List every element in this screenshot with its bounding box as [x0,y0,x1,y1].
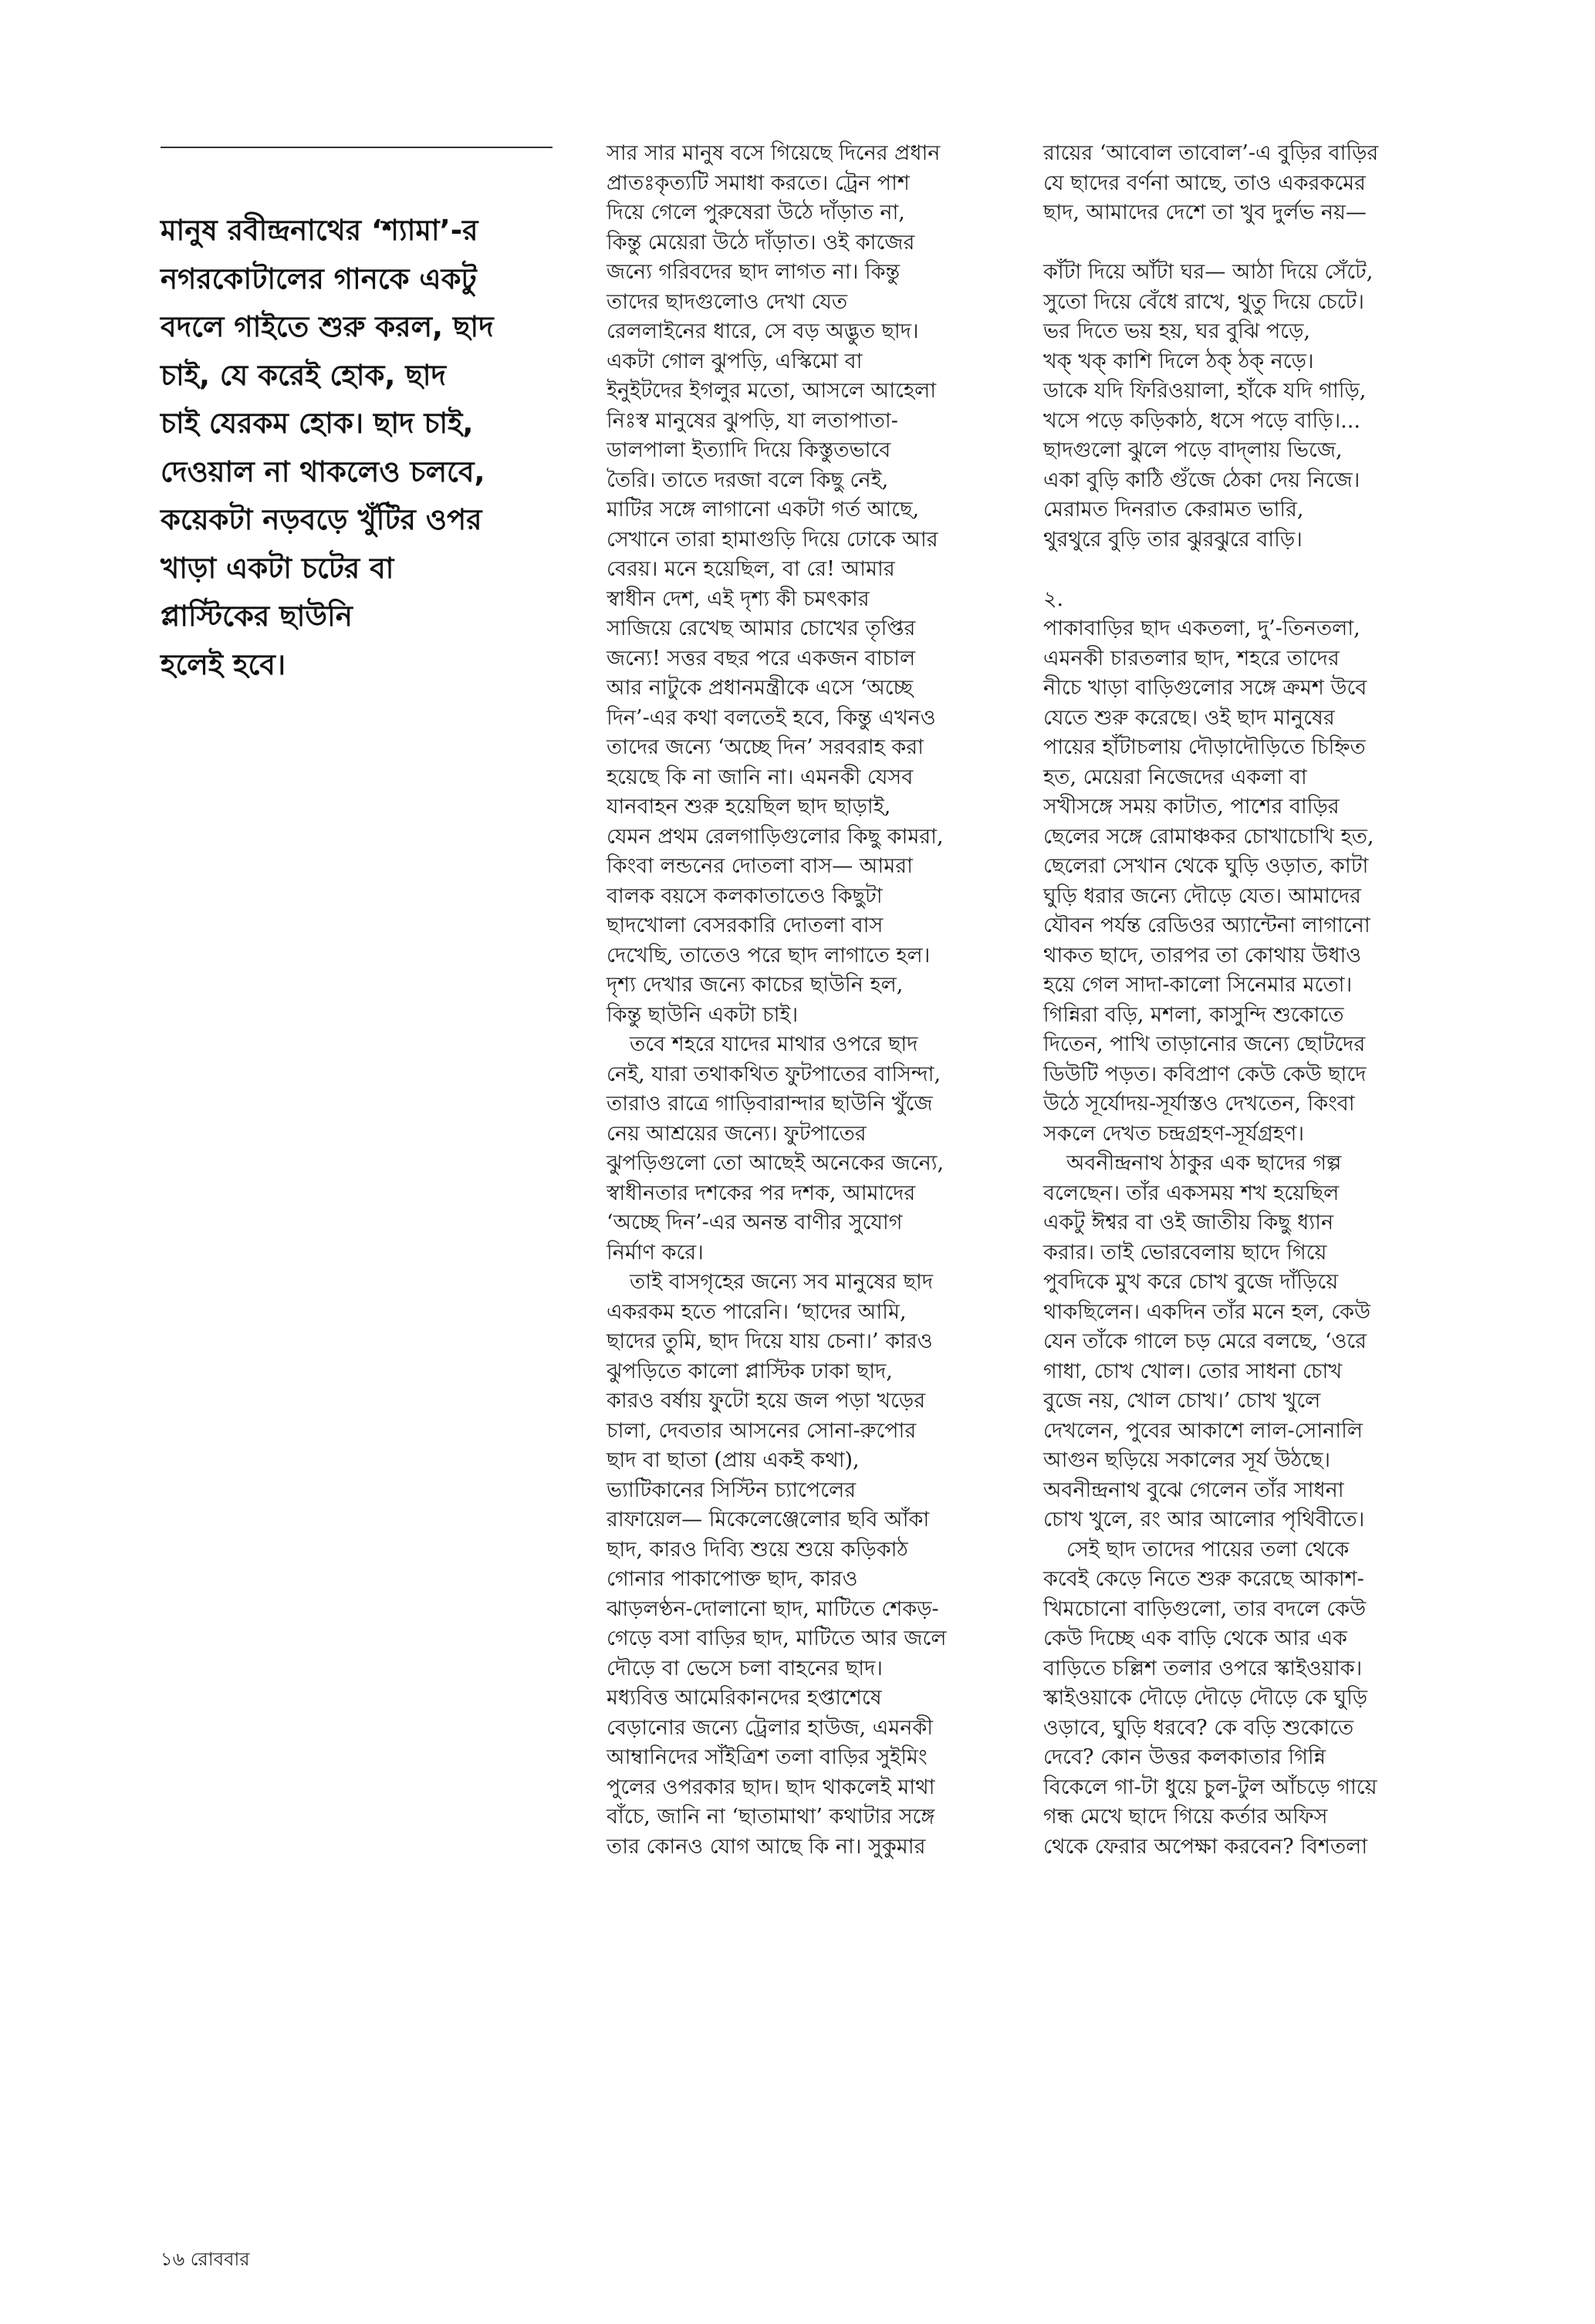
text-line: জন্যে! সত্তর বছর পরে একজন বাচাল [607,646,916,671]
text-line: দিয়ে গেলে পুরুষেরা উঠে দাঁড়াত না, [607,201,905,225]
text-line: নেয় আশ্রয়ের জন্যে। ফুটপাতের [607,1121,867,1146]
text-line: ছাদের তুমি, ছাদ দিয়ে যায় চেনা।’ কারও [607,1329,933,1353]
text-line: নেই, যারা তথাকথিত ফুটপাতের বাসিন্দা, [607,1062,941,1086]
top-rule [161,147,553,148]
pull-quote-line: মানুষ রবীন্দ্রনাথের ‘শ্যামা’-র [161,214,478,247]
text-line: গিন্নিরা বড়ি, মশলা, কাসুন্দি শুকোতে [1043,1002,1344,1027]
pull-quote-line: খাড়া একটা চটের বা [161,551,394,585]
paragraph-gap [1043,228,1460,258]
text-line: বেড়ানোর জন্যে ট্রেলার হাউজ, এমনকী [607,1715,933,1740]
text-line: তারাও রাত্রে গাড়িবারান্দার ছাউনি খুঁজে [607,1092,933,1116]
text-line: দৃশ্য দেখার জন্যে কাচের ছাউনি হল, [607,973,904,997]
text-line: ওড়াবে, ঘুড়ি ধরবে? কে বড়ি শুকোতে [1043,1715,1354,1740]
text-line: রেললাইনের ধারে, সে বড় অদ্ভুত ছাদ। [607,319,919,343]
text-line: দেখেছি, তাতেও পরে ছাদ লাগাতে হল। [607,943,931,968]
text-line: ছাদগুলো ঝুলে পড়ে বাদ্‌লায় ভিজে, [1043,438,1343,462]
text-line: নিঃস্ব মানুষের ঝুপড়ি, যা লতাপাতা- [607,408,898,433]
text-line: ছাদ বা ছাতা (প্রায় একই কথা), [607,1448,860,1472]
text-line: দেবে? কোন উত্তর কলকাতার গিন্নি [1043,1745,1326,1769]
text-line: কিংবা লন্ডনের দোতলা বাস— আমরা [607,854,913,878]
text-line: থুরথুরে বুড়ি তার ঝুরঝুরে বাড়ি। [1043,527,1303,552]
text-line: হয়ে গেল সাদা-কালো সিনেমার মতো। [1043,973,1353,997]
text-line: অবনীন্দ্রনাথ ঠাকুর এক ছাদের গল্প [1066,1151,1342,1175]
text-line: স্বাধীন দেশ, এই দৃশ্য কী চমৎকার [607,586,870,611]
text-line: খক্ খক্ কাশি দিলে ঠক্ ঠক্ নড়ে। [1043,349,1314,373]
text-line: দিন’-এর কথা বলতেই হবে, কিন্তু এখনও [607,705,936,730]
text-line: একটু ঈশ্বর বা ওই জাতীয় কিছু ধ্যান [1043,1211,1334,1235]
text-line: ছাদ, কারও দিব্যি শুয়ে শুয়ে কড়িকাঠ [607,1537,908,1562]
text-line: বালক বয়সে কলকাতাতেও কিছুটা [607,883,883,908]
text-line: থেকে ফেরার অপেক্ষা করবেন? বিশতলা [1043,1834,1368,1859]
text-line: খিমচোনো বাড়িগুলো, তার বদলে কেউ [1043,1596,1366,1621]
text-line: গেড়ে বসা বাড়ির ছাদ, মাটিতে আর জলে [607,1626,947,1650]
text-line: অবনীন্দ্রনাথ বুঝে গেলেন তাঁর সাধনা [1043,1478,1344,1502]
text-line: এমনকী চারতলার ছাদ, শহরে তাদের [1043,646,1340,671]
text-line: ‘অচ্ছে দিন’-এর অনন্ত বাণীর সুযোগ [607,1211,903,1235]
text-line: ঝাড়লণ্ঠন-দোলানো ছাদ, মাটিতে শেকড়- [607,1596,939,1621]
text-line: ঝুপড়িগুলো তো আছেই অনেকের জন্যে, [607,1151,944,1175]
pull-quote-line: কয়েকটা নড়বড়ে খুঁটির ওপর [161,503,482,536]
text-line: সাজিয়ে রেখেছ আমার চোখের তৃপ্তির [607,616,916,640]
text-line: চোখ খুলে, রং আর আলোর পৃথিবীতে। [1043,1508,1365,1532]
text-line: গোনার পাকাপোক্ত ছাদ, কারও [607,1567,858,1591]
text-line: তৈরি। তাতে দরজা বলে কিছু নেই, [607,468,889,492]
text-line: দৌড়ে বা ভেসে চলা বাহনের ছাদ। [607,1656,883,1681]
text-line: স্কাইওয়াকে দৌড়ে দৌড়ে দৌড়ে কে ঘুড়ি [1043,1686,1368,1710]
text-line: ভ্যাটিকানের সিস্টিন চ্যাপেলের [607,1478,857,1502]
text-line: জন্যে গরিবদের ছাদ লাগত না। কিন্তু [607,260,901,284]
text-line: প্রাতঃকৃত্যটি সমাধা করতে। ট্রেন পাশ [607,171,910,195]
text-line: বেরয়। মনে হয়েছিল, বা রে! আমার [607,557,895,581]
text-line: তবে শহরে যাদের মাথার ওপরে ছাদ [630,1032,918,1056]
text-line: ডাকে যদি ফিরিওয়ালা, হাঁকে যদি গাড়ি, [1043,379,1367,403]
text-line: পায়ের হাঁটাচলায় দৌড়াদৌড়িতে চিহ্নিত [1043,735,1366,759]
article-column-middle [607,139,1008,1862]
text-line: ছেলেরা সেখান থেকে ঘুড়ি ওড়াত, কাটা [1043,854,1369,878]
text-line: গন্ধ মেখে ছাদে গিয়ে কর্তার অফিস [1043,1805,1328,1829]
text-line: রাফায়েল— মিকেলেঞ্জেলোর ছবি আঁকা [607,1508,930,1532]
text-line: দেখলেন, পুবের আকাশে লাল-সোনালি [1043,1418,1363,1443]
text-line: হয়েছে কি না জানি না। এমনকী যেসব [607,765,914,789]
text-line: আগুন ছড়িয়ে সকালের সূর্য উঠছে। [1043,1448,1331,1472]
text-line: বাঁচে, জানি না ‘ছাতামাথা’ কথাটার সঙ্গে [607,1805,935,1829]
text-line: করার। তাই ভোরবেলায় ছাদে গিয়ে [1043,1240,1327,1265]
text-line: নির্মাণ করে। [607,1240,704,1265]
text-line: যেন তাঁকে গালে চড় মেরে বলছে, ‘ওরে [1043,1329,1367,1353]
text-line: বাড়িতে চল্লিশ তলার ওপরে স্কাইওয়াক। [1043,1656,1363,1681]
page-folio: ১৬ রোববার [161,2248,250,2270]
text-line: ডিউটি পড়ত। কবিপ্রাণ কেউ কেউ ছাদে [1043,1062,1367,1086]
text-line: যেমন প্রথম রেলগাড়িগুলোর কিছু কামরা, [607,824,944,849]
text-line: যেতে শুরু করেছে। ওই ছাদ মানুষের [1043,705,1335,730]
text-line: হত, মেয়েরা নিজেদের একলা বা [1043,765,1307,789]
text-line: বুজে নয়, খোল চোখ।’ চোখ খুলে [1043,1389,1321,1413]
text-line: কবেই কেড়ে নিতে শুরু করেছে আকাশ- [1043,1567,1364,1591]
text-line: মেরামত দিনরাত কেরামত ভারি, [1043,498,1304,522]
pull-quote-line: বদলে গাইতে শুরু করল, ছাদ [161,310,494,343]
text-line: পাকাবাড়ির ছাদ একতলা, দু’-তিনতলা, [1043,616,1360,640]
text-line: একটা গোল ঝুপড়ি, এস্কিমো বা [607,349,863,373]
text-line: একা বুড়ি কাঠি গুঁজে ঠেকা দেয় নিজে। [1043,468,1360,492]
text-line: সখীসঙ্গে সময় কাটাত, পাশের বাড়ির [1043,795,1340,819]
text-line: চালা, দেবতার আসনের সোনা-রুপোর [607,1418,917,1443]
text-line: সেই ছাদ তাদের পায়ের তলা থেকে [1066,1537,1350,1562]
text-line: থাকছিলেন। একদিন তাঁর মনে হল, কেউ [1043,1299,1371,1324]
text-line: সুতো দিয়ে বেঁধে রাখে, থুতু দিয়ে চেটে। [1043,289,1364,314]
text-line: আম্বানিদের সাঁইত্রিশ তলা বাড়ির সুইমিং [607,1745,928,1769]
text-line: গাধা, চোখ খোল। তোর সাধনা চোখ [1043,1359,1343,1383]
text-line: খসে পড়ে কড়িকাঠ, ধসে পড়ে বাড়ি।... [1043,408,1360,433]
text-line: যানবাহন শুরু হয়েছিল ছাদ ছাড়াই, [607,795,891,819]
text-line: পুবদিকে মুখ করে চোখ বুজে দাঁড়িয়ে [1043,1270,1339,1294]
pull-quote-line: প্লাস্টিকের ছাউনি [161,600,353,633]
text-line: সার সার মানুষ বসে গিয়েছে দিনের প্রধান [607,141,941,165]
text-line: তাদের জন্যে ‘অচ্ছে দিন’ সরবরাহ করা [607,735,924,759]
text-line: ইনুইটদের ইগলুর মতো, আসলে আহেলা [607,379,937,403]
article-column-right [1043,139,1460,1862]
text-line: কাঁটা দিয়ে আঁটা ঘর— আঠা দিয়ে সেঁটে, [1043,260,1374,284]
text-line: একরকম হতে পারেনি। ‘ছাদের আমি, [607,1299,907,1324]
text-line: ছেলের সঙ্গে রোমাঞ্চকর চোখাচোখি হত, [1043,824,1374,849]
text-line: ভর দিতে ভয় হয়, ঘর বুঝি পড়ে, [1043,319,1310,343]
text-line: তাদের ছাদগুলোও দেখা যেত [607,289,848,314]
text-line: পুলের ওপরকার ছাদ। ছাদ থাকলেই মাথা [607,1775,935,1799]
text-line: সকলে দেখত চন্দ্রগ্রহণ-সূর্যগ্রহণ। [1043,1121,1305,1146]
text-line: নীচে খাড়া বাড়িগুলোর সঙ্গে ক্রমশ উবে [1043,676,1367,700]
text-line: কিন্তু মেয়েরা উঠে দাঁড়াত। ওই কাজের [607,230,915,255]
text-line: রায়ের ‘আবোল তাবোল’-এ বুড়ির বাড়ির [1043,141,1379,165]
pull-quote-line: নগরকোটালের গানকে একটু [161,262,477,296]
text-line: তাই বাসগৃহের জন্যে সব মানুষের ছাদ [630,1270,934,1294]
text-line: ছাদ, আমাদের দেশে তা খুব দুর্লভ নয়— [1043,201,1367,225]
text-line: থাকত ছাদে, তারপর তা কোথায় উধাও [1043,943,1362,968]
pull-quote-line: হলেই হবে। [161,647,286,681]
text-line: দিতেন, পাখি তাড়ানোর জন্যে ছোটদের [1043,1032,1366,1056]
text-line: মাটির সঙ্গে লাগানো একটা গর্ত আছে, [607,498,920,522]
text-line: স্বাধীনতার দশকের পর দশক, আমাদের [607,1181,916,1205]
pull-quote-line: চাই, যে করেই হোক, ছাদ [161,358,446,392]
text-line: সেখানে তারা হামাগুড়ি দিয়ে ঢোকে আর [607,527,938,552]
text-line: বলেছেন। তাঁর একসময় শখ হয়েছিল [1043,1181,1340,1205]
text-line: আর নাটুকে প্রধানমন্ত্রীকে এসে ‘অচ্ছে [607,676,914,700]
pull-quote [161,207,562,689]
text-line: কেউ দিচ্ছে এক বাড়ি থেকে আর এক [1043,1626,1347,1650]
text-line: ঘুড়ি ধরার জন্যে দৌড়ে যেত। আমাদের [1043,883,1361,908]
text-line: মধ্যবিত্ত আমেরিকানদের হপ্তাশেষে [607,1686,882,1710]
text-line: তার কোনও যোগ আছে কি না। সুকুমার [607,1834,926,1859]
pull-quote-line: দেওয়াল না থাকলেও চলবে, [161,454,485,488]
text-line: ছাদখোলা বেসরকারি দোতলা বাস [607,914,884,937]
text-line: ডালপালা ইত্যাদি দিয়ে কিস্তুতভাবে [607,438,891,462]
text-line: ঝুপড়িতে কালো প্লাস্টিক ঢাকা ছাদ, [607,1359,893,1383]
text-line: যৌবন পর্যন্ত রেডিওর অ্যান্টেনা লাগানো [1043,914,1370,937]
text-line: ২. [1043,586,1064,611]
paragraph-gap [1043,555,1460,585]
text-line: কিন্তু ছাউনি একটা চাই। [607,1002,799,1027]
text-line: যে ছাদের বর্ণনা আছে, তাও একরকমের [1043,171,1366,195]
text-line: কারও বর্ষায় ফুটো হয়ে জল পড়া খড়ের [607,1389,926,1413]
text-line: উঠে সূর্যোদয়-সূর্যাস্তও দেখতেন, কিংবা [1043,1092,1355,1116]
text-line: বিকেলে গা-টা ধুয়ে চুল-টুল আঁচড়ে গায়ে [1043,1775,1377,1799]
pull-quote-line: চাই যেরকম হোক। ছাদ চাই, [161,407,474,440]
